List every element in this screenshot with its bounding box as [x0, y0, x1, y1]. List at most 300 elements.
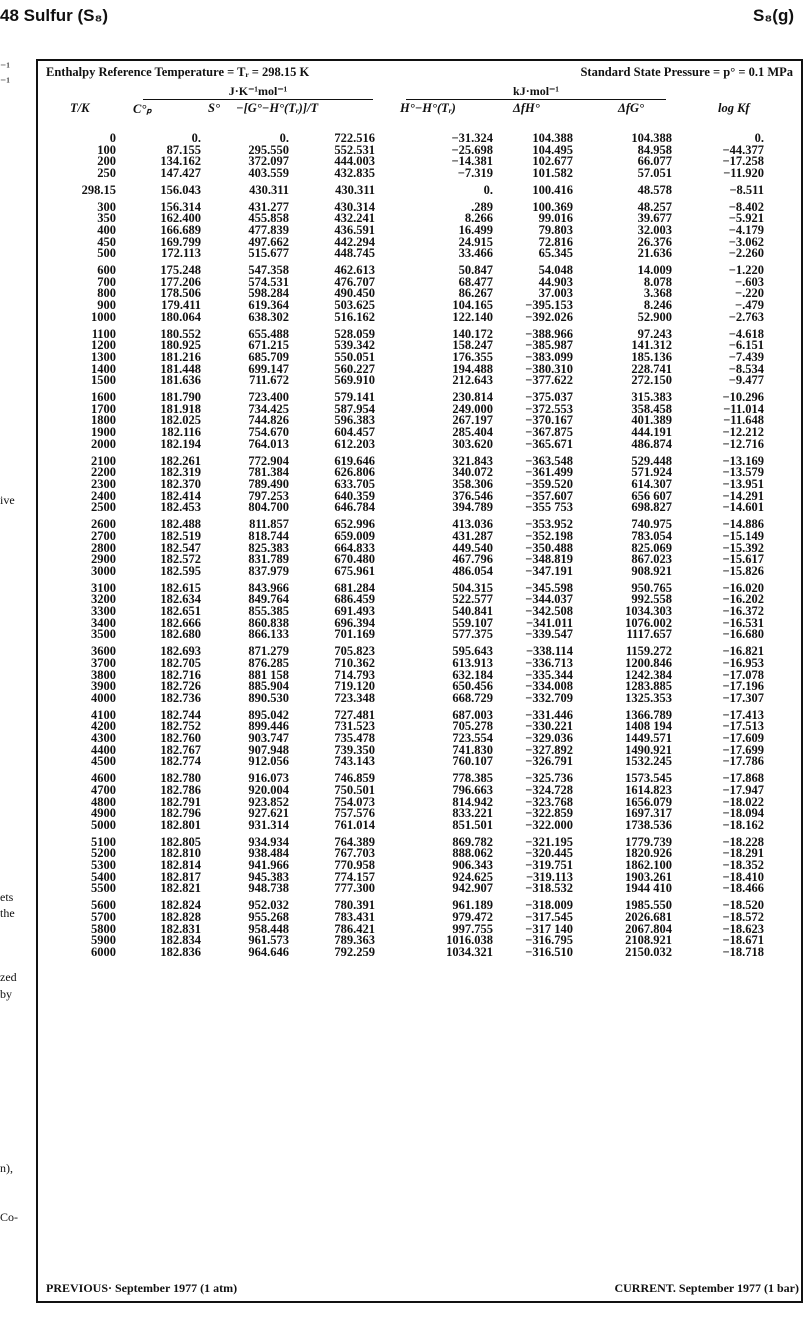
table-row: [38, 566, 764, 578]
table-cell: 182.615: [160, 580, 201, 595]
thermo-table-box: [36, 59, 803, 1303]
table-row: [38, 312, 764, 324]
table-cell: 515.677: [248, 246, 289, 261]
table-cell: 181.448: [160, 361, 201, 376]
table-cell: 182.805: [160, 834, 201, 849]
table-cell: 714.793: [334, 667, 375, 682]
table-cell: −17.078: [722, 667, 764, 682]
table-cell: 780.391: [334, 898, 375, 913]
table-cell: 182.705: [160, 655, 201, 670]
table-cell: 757.576: [334, 806, 375, 821]
table-cell: −355 753: [525, 500, 573, 515]
table-cell: −6.151: [728, 338, 764, 353]
table-cell: 560.227: [334, 361, 375, 376]
table-cell: −17.786: [722, 754, 764, 769]
table-cell: 2026.681: [625, 909, 672, 924]
table-cell: 486.874: [631, 436, 672, 451]
table-cell: 66.077: [637, 154, 672, 169]
table-cell: 744.826: [248, 413, 289, 428]
table-cell: 722.516: [334, 131, 375, 145]
table-cell: 39.677: [637, 211, 672, 226]
table-cell: 8.246: [643, 298, 672, 313]
table-cell: −16.531: [722, 615, 764, 630]
table-cell: 619.646: [334, 453, 375, 468]
table-cell: 467.796: [452, 552, 493, 567]
table-cell: 99.016: [538, 211, 573, 226]
col-header-gibbs-formation: ΔfG°: [618, 101, 645, 115]
table-row: [38, 947, 764, 959]
table-cell: 500: [97, 246, 116, 261]
table-cell: 731.523: [334, 719, 375, 734]
table-cell: 182.791: [160, 794, 201, 809]
table-cell: 1408 194: [625, 719, 672, 734]
table-cell: 182.414: [160, 488, 201, 503]
table-cell: 48.257: [637, 199, 672, 214]
table-cell: 659.009: [334, 528, 375, 543]
table-cell: 2400: [91, 488, 116, 503]
table-cell: −18.162: [722, 817, 764, 832]
table-cell: 169.799: [160, 234, 201, 249]
table-cell: 37.003: [538, 286, 573, 301]
table-cell: 181.216: [160, 349, 201, 364]
table-cell: −15.392: [722, 540, 764, 555]
table-cell: 920.004: [248, 782, 289, 797]
table-cell: 358.458: [631, 401, 672, 416]
table-cell: 760.107: [452, 754, 493, 769]
table-cell: 992.558: [631, 592, 672, 607]
table-cell: 711.672: [249, 373, 289, 388]
table-cell: 300: [97, 199, 116, 214]
table-cell: 783.431: [334, 909, 375, 924]
table-cell: 871.279: [248, 644, 289, 659]
table-cell: 2150.032: [625, 945, 672, 959]
table-cell: −7.319: [457, 166, 493, 181]
table-cell: 3000: [91, 563, 116, 578]
table-cell: 5600: [91, 898, 116, 913]
table-cell: 849.764: [248, 592, 289, 607]
table-cell: 33.466: [458, 246, 493, 261]
table-cell: 789.363: [334, 933, 375, 948]
table-cell: −9.477: [728, 373, 764, 388]
margin-text: by: [0, 987, 12, 1001]
table-cell: −18.466: [722, 881, 764, 896]
table-cell: −44.377: [722, 142, 764, 157]
table-cell: 182.716: [160, 667, 201, 682]
table-cell: −319.751: [525, 858, 573, 873]
table-row: [38, 629, 764, 641]
table-cell: 899.446: [248, 719, 289, 734]
table-cell: 182.817: [160, 869, 201, 884]
table-cell: 656 607: [631, 488, 672, 503]
table-cell: 2300: [91, 476, 116, 491]
table-cell: 442.294: [334, 234, 375, 249]
table-cell: 4900: [91, 806, 116, 821]
table-cell: 1738.536: [625, 817, 672, 832]
table-cell: 182.453: [160, 500, 201, 515]
table-cell: 194.488: [452, 361, 493, 376]
table-cell: 100.369: [532, 199, 573, 214]
table-cell: 272.150: [631, 373, 672, 388]
table-cell: −339.547: [525, 627, 573, 642]
table-row: [38, 180, 764, 197]
table-cell: 1366.789: [625, 707, 672, 722]
table-cell: 267.197: [452, 413, 493, 428]
table-cell: 552.531: [334, 142, 375, 157]
table-cell: 44.903: [538, 274, 573, 289]
table-cell: −18.623: [722, 921, 764, 936]
table-cell: 249.000: [452, 401, 493, 416]
table-cell: 855.385: [248, 604, 289, 619]
table-cell: 372.097: [248, 154, 289, 169]
table-cell: 3800: [91, 667, 116, 682]
table-cell: 503.625: [334, 298, 375, 313]
table-row: [38, 168, 764, 180]
table-cell: 147.427: [160, 166, 201, 181]
table-cell: 774.157: [334, 869, 375, 884]
table-cell: 5100: [91, 834, 116, 849]
table-cell: −321.195: [525, 834, 573, 849]
table-cell: 789.490: [248, 476, 289, 491]
table-cell: −14.601: [722, 500, 764, 515]
table-cell: −18.671: [722, 933, 764, 948]
table-cell: 65.345: [538, 246, 573, 261]
table-cell: 212.643: [452, 373, 493, 388]
table-cell: 79.803: [538, 222, 573, 237]
table-cell: 250: [97, 166, 116, 181]
table-cell: 741.830: [452, 742, 493, 757]
table-cell: −14.381: [451, 154, 493, 169]
table-cell: 5300: [91, 858, 116, 873]
table-cell: 182.814: [160, 858, 201, 873]
table-cell: 5500: [91, 881, 116, 896]
table-cell: 4600: [91, 771, 116, 786]
table-cell: 182.831: [160, 921, 201, 936]
table-cell: 394.789: [452, 500, 493, 515]
table-cell: −395.153: [525, 298, 573, 313]
table-cell: 1242.384: [625, 667, 672, 682]
table-row: [38, 820, 764, 832]
table-cell: 303.620: [452, 436, 493, 451]
table-cell: −323.768: [525, 794, 573, 809]
table-footer: [46, 1281, 799, 1296]
table-row: [38, 693, 764, 705]
table-cell: 1862.100: [625, 858, 672, 873]
table-cell: 825.069: [631, 540, 672, 555]
table-cell: 54.048: [538, 263, 573, 278]
table-cell: −8.511: [729, 182, 764, 197]
table-cell: 2600: [91, 517, 116, 532]
table-cell: 632.184: [452, 667, 493, 682]
col-header-log-kf: log Kf: [718, 101, 750, 115]
table-cell: 182.786: [160, 782, 201, 797]
table-cell: −.220: [735, 286, 764, 301]
table-cell: 182.801: [160, 817, 201, 832]
table-cell: 403.559: [248, 166, 289, 181]
table-cell: 104.388: [532, 131, 573, 145]
table-cell: 2500: [91, 500, 116, 515]
table-cell: 182.780: [160, 771, 201, 786]
margin-text: Co-: [0, 1210, 18, 1224]
table-cell: 1300: [91, 349, 116, 364]
table-cell: 100.416: [532, 182, 573, 197]
table-cell: −330.221: [525, 719, 573, 734]
table-cell: 3900: [91, 679, 116, 694]
table-cell: 1034.321: [446, 945, 493, 959]
table-cell: −2.763: [728, 309, 764, 324]
table-cell: 5400: [91, 869, 116, 884]
table-cell: 182.752: [160, 719, 201, 734]
table-cell: 48.578: [637, 182, 672, 197]
table-cell: 432.241: [334, 211, 375, 226]
table-cell: 180.925: [160, 338, 201, 353]
table-cell: −316.510: [525, 945, 573, 959]
table-cell: −375.037: [525, 390, 573, 405]
table-cell: 182.693: [160, 644, 201, 659]
table-cell: 52.900: [637, 309, 672, 324]
table-cell: 671.215: [248, 338, 289, 353]
table-cell: 727.481: [334, 707, 375, 722]
table-cell: 1159.272: [625, 644, 672, 659]
table-top-line: [46, 65, 793, 80]
table-cell: −317 140: [525, 921, 573, 936]
table-cell: 723.348: [334, 690, 375, 705]
table-cell: 734.425: [248, 401, 289, 416]
table-cell: 837.979: [248, 563, 289, 578]
table-cell: 903.747: [248, 731, 289, 746]
table-cell: 1283.885: [625, 679, 672, 694]
table-cell: 1200: [91, 338, 116, 353]
table-cell: −318.009: [525, 898, 573, 913]
table-cell: 740.975: [631, 517, 672, 532]
table-cell: 955.268: [248, 909, 289, 924]
col-header-gibbs-function: −[G°−H°(Tᵣ)]/T: [236, 101, 319, 115]
table-cell: 888.062: [452, 846, 493, 861]
table-cell: 652.996: [334, 517, 375, 532]
table-cell: 431.277: [248, 199, 289, 214]
table-cell: 462.613: [334, 263, 375, 278]
table-cell: 358.306: [452, 476, 493, 491]
table-cell: 321.843: [452, 453, 493, 468]
table-cell: 182.194: [160, 436, 201, 451]
table-cell: 179.411: [161, 298, 201, 313]
table-cell: −15.149: [722, 528, 764, 543]
table-cell: −14.886: [722, 517, 764, 532]
table-cell: 934.934: [248, 834, 289, 849]
table-cell: 945.383: [248, 869, 289, 884]
table-cell: −17.307: [722, 690, 764, 705]
table-cell: 1325.353: [625, 690, 672, 705]
table-cell: 50.847: [458, 263, 493, 278]
table-cell: 4200: [91, 719, 116, 734]
table-cell: −320.445: [525, 846, 573, 861]
table-cell: 430.314: [334, 199, 375, 214]
table-cell: 952.032: [248, 898, 289, 913]
unit-label-energy: kJ·mol⁻¹: [406, 84, 666, 100]
margin-text: zed: [0, 970, 17, 984]
table-cell: 5700: [91, 909, 116, 924]
table-cell: −334.008: [525, 679, 573, 694]
table-cell: 8.078: [643, 274, 672, 289]
table-cell: 102.677: [532, 154, 573, 169]
table-cell: −380.310: [525, 361, 573, 376]
table-cell: 696.394: [334, 615, 375, 630]
table-cell: 522.577: [452, 592, 493, 607]
table-cell: 614.307: [631, 476, 672, 491]
table-cell: 1985.550: [625, 898, 672, 913]
table-cell: 825.383: [248, 540, 289, 555]
table-cell: −7.439: [728, 349, 764, 364]
table-cell: −348.819: [525, 552, 573, 567]
table-cell: −31.324: [451, 131, 493, 145]
table-cell: 2000: [91, 436, 116, 451]
table-cell: −11.920: [723, 166, 764, 181]
table-cell: 5200: [91, 846, 116, 861]
table-cell: 104.165: [452, 298, 493, 313]
table-cell: 1600: [91, 390, 116, 405]
table-cell: 340.072: [452, 465, 493, 480]
table-cell: 770.958: [334, 858, 375, 873]
table-cell: 1076.002: [625, 615, 672, 630]
table-cell: 529.448: [631, 453, 672, 468]
table-cell: 504.315: [452, 580, 493, 595]
table-row: [38, 883, 764, 895]
table-cell: 866.133: [248, 627, 289, 642]
table-cell: −370.167: [525, 413, 573, 428]
table-cell: 436.591: [334, 222, 375, 237]
table-cell: 1117.657: [626, 627, 672, 642]
standard-state-pressure: Standard State Pressure = p° = 0.1 MPa: [580, 65, 793, 79]
table-cell: 675.961: [334, 563, 375, 578]
margin-text: ⁻¹: [0, 75, 10, 89]
table-cell: 97.243: [637, 326, 672, 341]
table-cell: 4000: [91, 690, 116, 705]
table-cell: 1900: [91, 425, 116, 440]
table-cell: 646.784: [334, 500, 375, 515]
table-cell: 122.140: [452, 309, 493, 324]
table-cell: 705.823: [334, 644, 375, 659]
table-cell: 550.051: [334, 349, 375, 364]
table-cell: −341.011: [525, 615, 573, 630]
table-cell: 32.003: [637, 222, 672, 237]
table-cell: 26.376: [637, 234, 672, 249]
table-cell: 182.810: [160, 846, 201, 861]
table-cell: −2.260: [728, 246, 764, 261]
table-cell: 200: [97, 154, 116, 169]
table-cell: −332.709: [525, 690, 573, 705]
table-cell: −322.000: [525, 817, 573, 832]
table-cell: 942.907: [452, 881, 493, 896]
table-cell: −16.020: [722, 580, 764, 595]
table-cell: 477.839: [248, 222, 289, 237]
table-cell: 0.: [279, 131, 289, 145]
table-cell: 486.054: [452, 563, 493, 578]
page-title: 48 Sulfur (S₈): [0, 6, 109, 25]
table-cell: 4800: [91, 794, 116, 809]
table-cell: 900: [97, 298, 116, 313]
table-cell: .289: [471, 199, 493, 214]
table-cell: 181.636: [160, 373, 201, 388]
table-cell: −392.026: [525, 309, 573, 324]
table-cell: 895.042: [248, 707, 289, 722]
table-cell: 705.278: [452, 719, 493, 734]
table-cell: 2100: [91, 453, 116, 468]
table-cell: 182.261: [160, 453, 201, 468]
table-cell: 997.755: [452, 921, 493, 936]
table-cell: −5.921: [728, 211, 764, 226]
table-cell: 180.552: [160, 326, 201, 341]
table-cell: −372.553: [525, 401, 573, 416]
table-cell: −13.951: [722, 476, 764, 491]
table-cell: −377.622: [525, 373, 573, 388]
table-cell: 3700: [91, 655, 116, 670]
table-cell: 1034.303: [625, 604, 672, 619]
table-cell: 691.493: [334, 604, 375, 619]
table-cell: 182.547: [160, 540, 201, 555]
table-cell: 413.036: [452, 517, 493, 532]
table-cell: 1779.739: [625, 834, 672, 849]
table-cell: 2067.804: [625, 921, 672, 936]
table-cell: 176.355: [452, 349, 493, 364]
table-cell: −12.212: [722, 425, 764, 440]
table-cell: 699.147: [248, 361, 289, 376]
table-cell: 1820.926: [625, 846, 672, 861]
table-cell: −16.821: [722, 644, 764, 659]
table-cell: 3100: [91, 580, 116, 595]
table-cell: −16.680: [722, 627, 764, 642]
table-cell: 182.370: [160, 476, 201, 491]
species-formula: S₈(g): [752, 6, 794, 25]
table-cell: 948.738: [248, 881, 289, 896]
table-cell: 177.206: [160, 274, 201, 289]
table-row: [38, 502, 764, 514]
table-cell: −8.534: [728, 361, 764, 376]
table-cell: −17.413: [722, 707, 764, 722]
table-cell: 3600: [91, 644, 116, 659]
table-cell: 4300: [91, 731, 116, 746]
table-cell: 401.389: [631, 413, 672, 428]
table-cell: −11.014: [723, 401, 764, 416]
table-cell: 104.495: [532, 142, 573, 157]
table-cell: 24.915: [458, 234, 493, 249]
table-cell: −14.291: [722, 488, 764, 503]
table-cell: 619.364: [248, 298, 289, 313]
table-cell: 455.858: [248, 211, 289, 226]
table-cell: 723.400: [248, 390, 289, 405]
table-cell: 14.009: [637, 263, 672, 278]
table-cell: −18.291: [722, 846, 764, 861]
table-cell: −17.699: [722, 742, 764, 757]
table-cell: 1490.921: [625, 742, 672, 757]
table-cell: 431.287: [452, 528, 493, 543]
table-cell: 432.835: [334, 166, 375, 181]
table-cell: 156.043: [160, 182, 201, 197]
table-cell: 577.375: [452, 627, 493, 642]
table-cell: −15.617: [722, 552, 764, 567]
table-cell: 633.705: [334, 476, 375, 491]
table-cell: 182.824: [160, 898, 201, 913]
table-cell: 2800: [91, 540, 116, 555]
table-cell: 698.827: [631, 500, 672, 515]
table-cell: −17.196: [722, 679, 764, 694]
table-cell: −385.987: [525, 338, 573, 353]
table-cell: 182.828: [160, 909, 201, 924]
table-cell: −388.966: [525, 326, 573, 341]
table-cell: 1200.846: [625, 655, 672, 670]
table-cell: 68.477: [458, 274, 493, 289]
table-cell: −318.532: [525, 881, 573, 896]
table-cell: 938.484: [248, 846, 289, 861]
table-cell: −.603: [735, 274, 764, 289]
